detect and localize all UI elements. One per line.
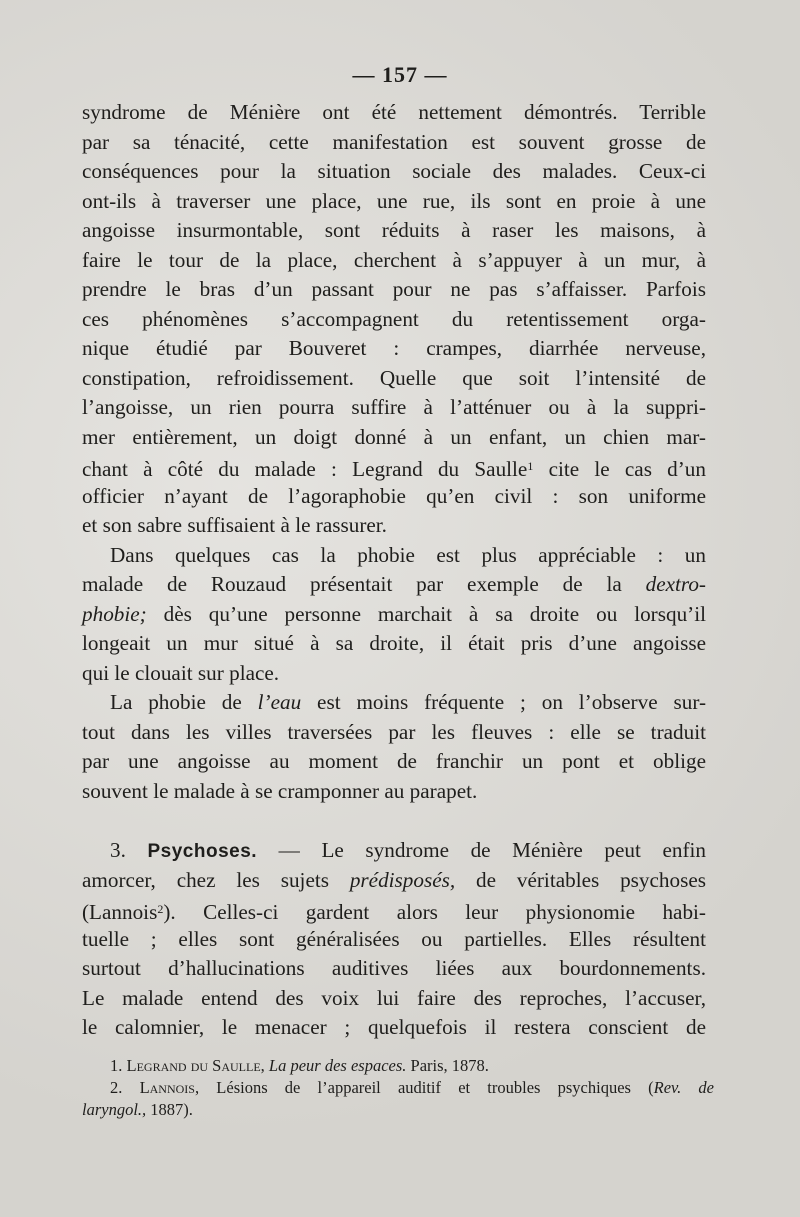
text-line: officier n’ayant de l’agoraphobie qu’en civil : son uniforme	[82, 483, 706, 508]
text-line: surtout d’hallucinations auditives liées aux bourdonnements.	[82, 956, 706, 980]
footnote-journal: laryngol.,	[82, 1100, 147, 1119]
section-number: 3.	[110, 838, 148, 862]
italic-term: dextro-	[645, 572, 706, 596]
footnote-text: Paris, 1878.	[406, 1056, 489, 1075]
italic-term: phobie;	[82, 601, 147, 626]
footnote-1	[82, 1055, 714, 1077]
footnote-author: Lannois,	[139, 1078, 200, 1097]
footnote-journal: Rev. de	[653, 1078, 715, 1097]
text-span: amorcer, chez les sujets	[82, 867, 350, 892]
text-line: Le malade entend des voix lui faire des reproches, l’accuser,	[82, 985, 706, 1010]
text-line: qui le clouait sur place.	[82, 660, 280, 685]
text-line	[82, 600, 706, 630]
text-line	[82, 570, 706, 600]
body-text	[82, 98, 706, 1043]
page-number: — 157 —	[352, 62, 448, 87]
text-span: dès qu’une personne marchait à sa droite ou lorsqu’il	[146, 601, 706, 626]
footnote-title: La peur des espaces.	[264, 1056, 407, 1075]
footnote-text: Lésions de l’appareil auditif et troubles psychiques (	[199, 1078, 654, 1097]
text-line: longeait un mur situé à sa droite, il était pris d’une angoisse	[82, 631, 706, 655]
text-line: le calomnier, le menacer ; quelquefois il restera conscient de	[82, 1015, 706, 1039]
text-line: par une angoisse au moment de franchir un pont et oblige	[82, 749, 706, 773]
text-line: faire le tour de la place, cherchent à s’appuyer à un mur, à	[82, 247, 706, 272]
footnote-number: 1.	[110, 1056, 127, 1075]
text-line: nique étudié par Bouveret : crampes, diarrhée nerveuse,	[82, 336, 706, 360]
text-line: l’angoisse, un rien pourra suffire à l’atténuer ou à la suppri-	[82, 395, 706, 419]
section-heading-line	[82, 836, 706, 866]
text-span: cite le cas d’un	[533, 457, 706, 481]
text-line: par sa ténacité, cette manifestation est souvent grosse de	[82, 129, 706, 154]
italic-term: l’eau	[257, 690, 302, 714]
text-span: chant à côté du malade : Legrand du Saulle	[82, 457, 528, 481]
footnote-author: Legrand du Saulle,	[126, 1056, 265, 1075]
text-span: est moins fréquente ; on l’observe sur-	[301, 690, 707, 714]
section-gap	[82, 806, 706, 836]
text-line	[82, 895, 706, 925]
text-line: Dans quelques cas la phobie est plus appréciable : un	[110, 542, 706, 567]
text-line: et son sabre suffisaient à le rassurer.	[82, 513, 387, 537]
text-span: — Le syndrome de Ménière peut enfin	[257, 838, 706, 862]
text-line: angoisse insurmontable, sont réduits à raser les maisons, à	[82, 218, 706, 242]
footnote-2-cont	[82, 1099, 714, 1121]
footnote-ref-1[interactable]: 1	[527, 459, 534, 473]
text-line: mer entièrement, un doigt donné à un enfant, un chien mar-	[82, 424, 706, 449]
footnote-ref-2[interactable]: 2	[157, 902, 164, 916]
text-line: souvent le malade à se cramponner au parapet.	[82, 778, 478, 803]
text-span: (Lannois	[82, 900, 158, 924]
footnote-text: 1887).	[146, 1100, 193, 1119]
section-heading: Psychoses.	[147, 841, 258, 862]
text-span: de véritables psychoses	[455, 867, 706, 892]
text-line	[82, 688, 706, 718]
text-line: tuelle ; elles sont généralisées ou partielles. Elles résultent	[82, 926, 706, 951]
text-line: syndrome de Ménière ont été nettement démontrés. Terrible	[82, 100, 706, 124]
italic-term: prédisposés,	[349, 867, 456, 892]
footnote-number: 2.	[110, 1078, 140, 1097]
footnotes	[82, 1055, 714, 1121]
text-line	[82, 452, 706, 482]
footnote-2	[82, 1077, 714, 1099]
text-line: ont-ils à traverser une place, une rue, ils sont en proie à une	[82, 188, 706, 213]
text-line	[82, 866, 706, 896]
text-span: La phobie de	[110, 690, 258, 714]
text-line: tout dans les villes traversées par les fleuves : elle se traduit	[82, 719, 706, 744]
text-line: prendre le bras d’un passant pour ne pas s’affaisser. Parfois	[82, 277, 706, 301]
text-line: ces phénomènes s’accompagnent du retentissement orga-	[82, 306, 706, 331]
text-span: ). Celles-ci gardent alors leur physionomie habi-	[163, 900, 706, 924]
text-span: malade de Rouzaud présentait par exemple de la	[82, 572, 646, 596]
text-line: conséquences pour la situation sociale des malades. Ceux-ci	[82, 159, 706, 183]
text-line: constipation, refroidissement. Quelle que soit l’intensité de	[82, 365, 706, 390]
